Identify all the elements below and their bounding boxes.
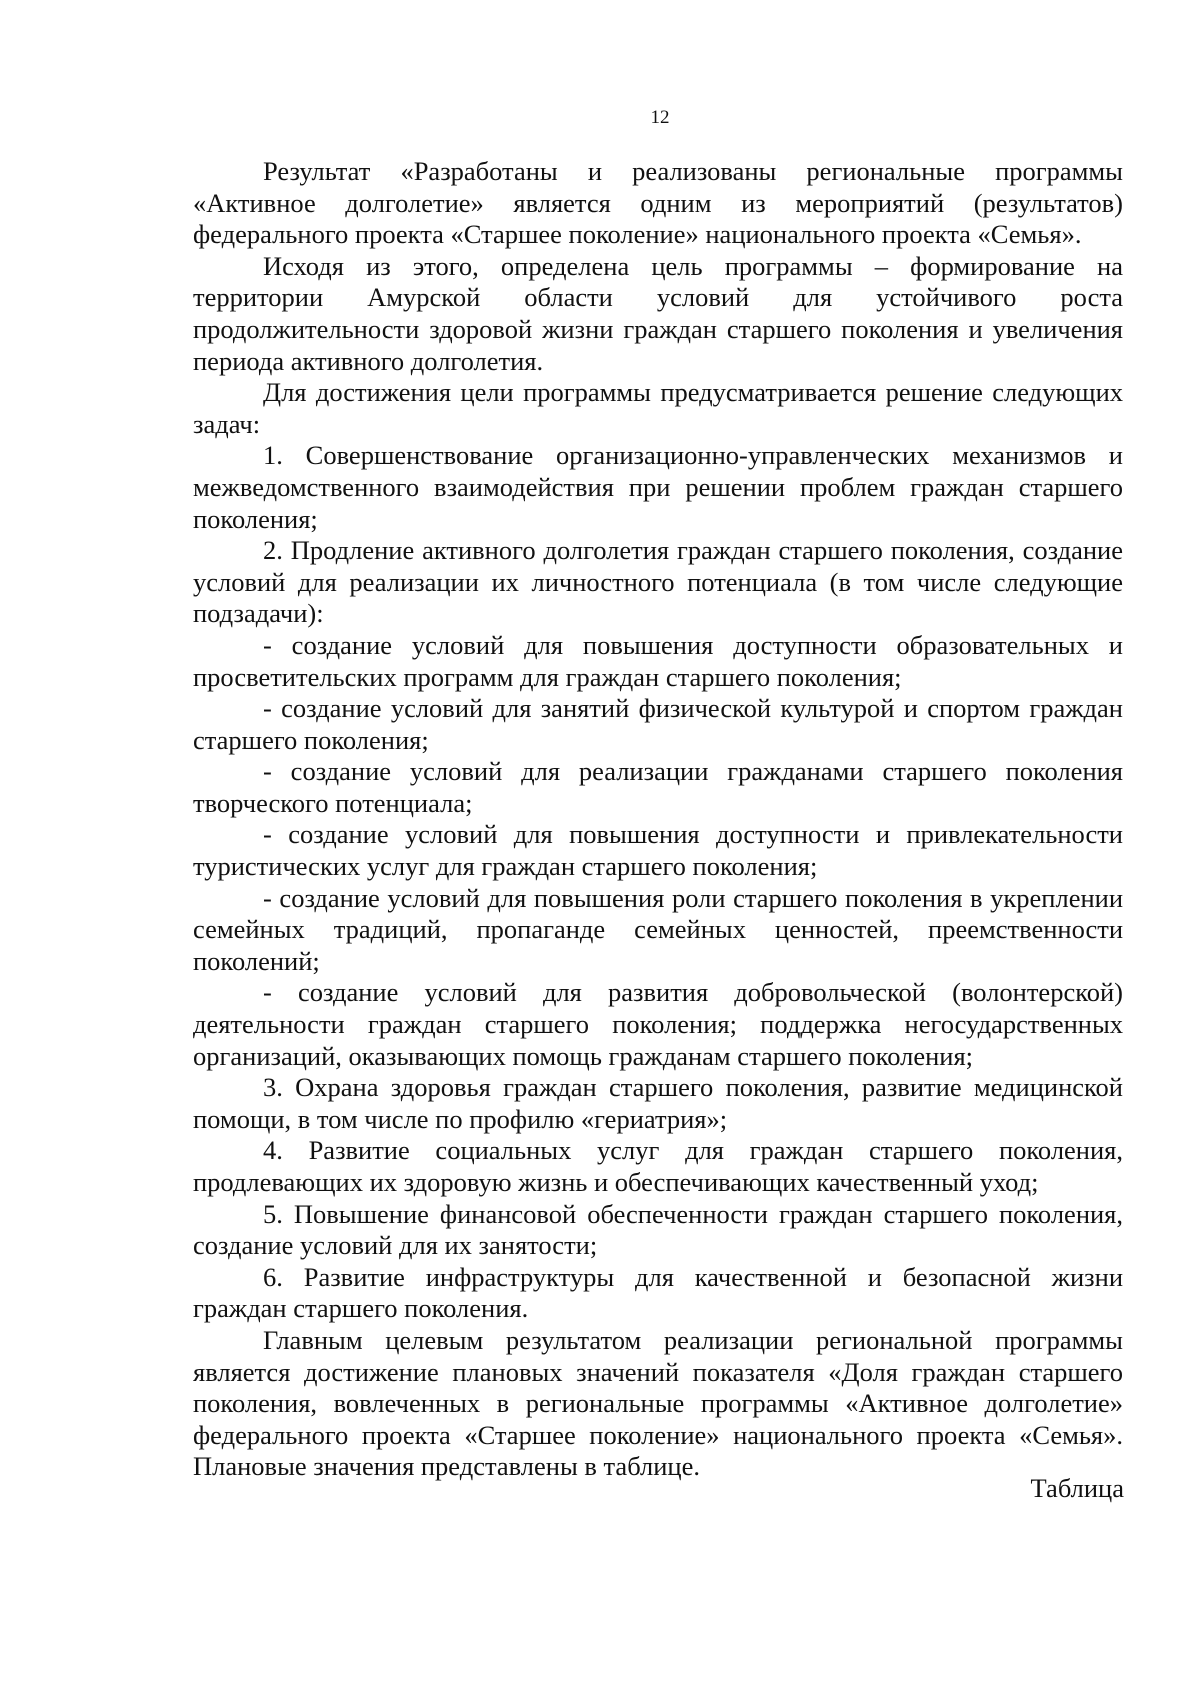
subtask-education: - создание условий для повышения доступности образовательных и просветительских программ для граждан старшего поколения; bbox=[193, 629, 1123, 692]
paragraph-target-result: Главным целевым результатом реализации региональной программы является достижение плановых значений показателя «Доля граждан старшего поколения, вовлеченных в региональные программы «Активное долголетие» федерального проекта «Старшее поколение» национального проекта «Семья». Плановые значения представлены в таблице. bbox=[193, 1324, 1123, 1482]
paragraph-result-statement: Результат «Разработаны и реализованы региональные программы «Активное долголетие» является одним из мероприятий (результатов) федерального проекта «Старшее поколение» национального проекта «Семья». bbox=[193, 156, 1123, 250]
task-6: 6. Развитие инфраструктуры для качественной и безопасной жизни граждан старшего поколения. bbox=[193, 1261, 1123, 1324]
task-2: 2. Продление активного долголетия граждан старшего поколения, создание условий для реализации их личностного потенциала (в том числе следующие подзадачи): bbox=[193, 535, 1123, 629]
paragraph-program-goal: Исходя из этого, определена цель программы – формирование на территории Амурской области условий для устойчивого роста продолжительности здоровой жизни граждан старшего поколения и увеличения периода активного долголетия. bbox=[193, 250, 1123, 376]
table-caption: Таблица bbox=[1030, 1473, 1124, 1503]
subtask-volunteering: - создание условий для развития добровольческой (волонтерской) деятельности граждан старшего поколения; поддержка негосударственных организаций, оказывающих помощь гражданам старшего поколения; bbox=[193, 977, 1123, 1071]
subtask-creativity: - создание условий для реализации гражданами старшего поколения творческого потенциала; bbox=[193, 756, 1123, 818]
task-3: 3. Охрана здоровья граждан старшего поколения, развитие медицинской помощи, в том числе по профилю «гериатрия»; bbox=[193, 1072, 1123, 1134]
task-1: 1. Совершенствование организационно-управленческих механизмов и межведомственного взаимодействия при решении проблем граждан старшего поколения; bbox=[193, 440, 1123, 534]
subtask-tourism: - создание условий для повышения доступности и привлекательности туристических услуг для граждан старшего поколения; bbox=[193, 819, 1123, 882]
task-5: 5. Повышение финансовой обеспеченности граждан старшего поколения, создание условий для их занятости; bbox=[193, 1198, 1123, 1261]
document-body bbox=[193, 156, 1123, 1483]
task-4: 4. Развитие социальных услуг для граждан старшего поколения, продлевающих их здоровую жизнь и обеспечивающих качественный уход; bbox=[193, 1135, 1123, 1197]
page-number: 12 bbox=[650, 107, 670, 128]
subtask-sport: - создание условий для занятий физической культурой и спортом граждан старшего поколения; bbox=[193, 693, 1123, 755]
paragraph-tasks-intro: Для достижения цели программы предусматривается решение следующих задач: bbox=[193, 377, 1123, 439]
subtask-family-values: - создание условий для повышения роли старшего поколения в укреплении семейных традиций, пропаганде семейных ценностей, преемственности поколений; bbox=[193, 882, 1123, 976]
